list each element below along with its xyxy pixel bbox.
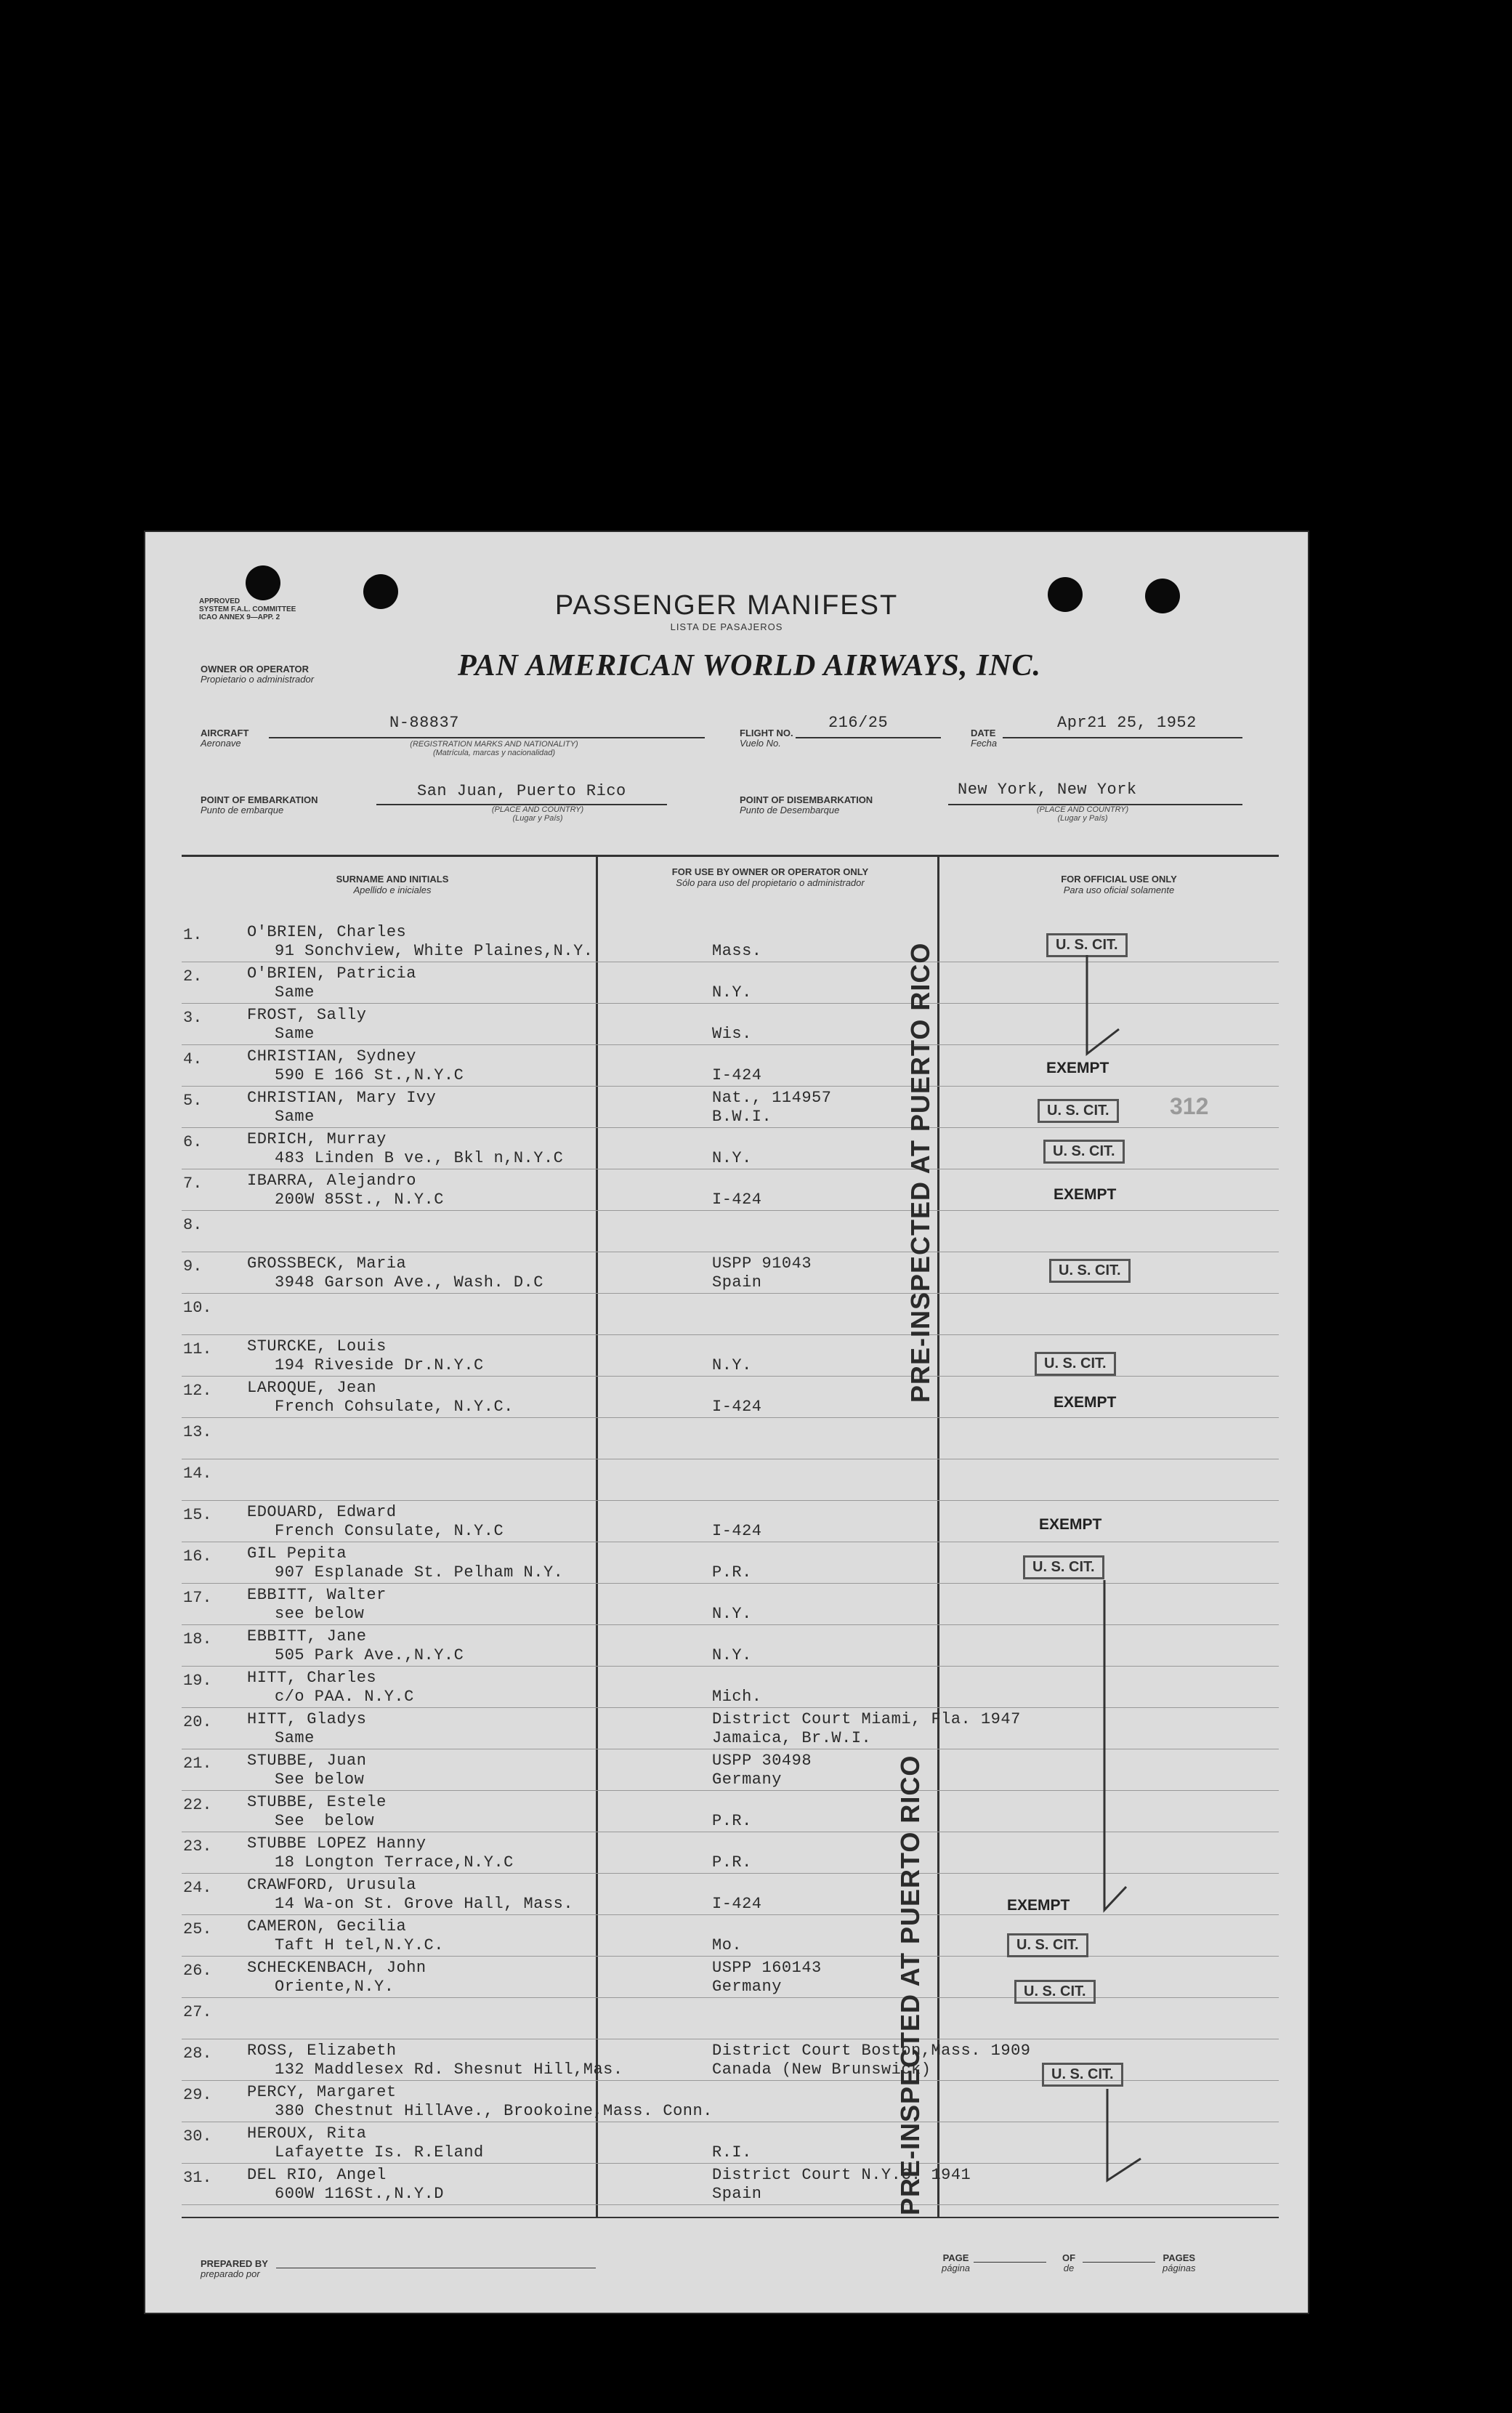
- disembark-sub-en: (PLACE AND COUNTRY): [1036, 805, 1129, 814]
- owner-info-line-2: P.R.: [712, 1563, 752, 1582]
- passenger-name: STUBBE LOPEZ Hanny: [247, 1834, 426, 1853]
- preinspected-stamp-1: PRE-INSPECTED AT PUERTO RICO: [905, 942, 935, 1403]
- table-row: [145, 1460, 1308, 1502]
- airline-name: PAN AMERICAN WORLD AIRWAYS, INC.: [458, 649, 1042, 682]
- row-number: 25.: [183, 1920, 212, 1938]
- row-number: 6.: [183, 1133, 203, 1151]
- us-cit-stamp-3: U. S. CIT.: [1043, 1140, 1125, 1164]
- column-header-owner-es: Sólo para uso del propietario o administrador: [676, 877, 865, 888]
- row-number: 19.: [183, 1672, 212, 1690]
- passenger-address: 600W 116St.,N.Y.D: [275, 2185, 444, 2203]
- table-row: [145, 1046, 1308, 1087]
- passenger-name: HEROUX, Rita: [247, 2124, 367, 2143]
- table-row: [145, 1170, 1308, 1212]
- table-row: [145, 1792, 1308, 1833]
- row-number: 7.: [183, 1175, 203, 1193]
- embark-label-en: POINT OF EMBARKATION: [201, 794, 318, 805]
- table-row: [145, 1750, 1308, 1792]
- flight-underline: [796, 737, 941, 738]
- page-underline: [974, 2262, 1046, 2263]
- owner-info-line-1: USPP 160143: [712, 1959, 822, 1977]
- ditto-mark-3: [1090, 2087, 1148, 2189]
- of-label-es: de: [1063, 2263, 1075, 2273]
- owner-info-line-2: Jamaica, Br.W.I.: [712, 1729, 872, 1747]
- owner-label-es: Propietario o administrador: [201, 674, 315, 685]
- owner-info-line-2: N.Y.: [712, 1356, 752, 1374]
- approval-line-3: ICAO ANNEX 9—APP. 2: [199, 613, 280, 621]
- flight-label: [740, 728, 793, 749]
- row-divider: [182, 1376, 1279, 1377]
- passenger-address: 132 Maddlesex Rd. Shesnut Hill,Mas.: [275, 2060, 623, 2079]
- aircraft-sub: [385, 740, 603, 757]
- row-number: 12.: [183, 1382, 212, 1400]
- passenger-address: Same: [275, 1729, 315, 1747]
- exempt-stamp-1: EXEMPT: [1046, 1060, 1109, 1076]
- row-number: 22.: [183, 1796, 212, 1814]
- owner-info-line-2: Canada (New Brunswick): [712, 2060, 931, 2079]
- table-row: [145, 1336, 1308, 1377]
- owner-info-line-2: Germany: [712, 1771, 782, 1789]
- punch-hole-1: [246, 565, 280, 600]
- row-divider: [182, 2204, 1279, 2205]
- row-divider: [182, 1127, 1279, 1128]
- row-divider: [182, 1086, 1279, 1087]
- page-label-es: página: [942, 2263, 971, 2273]
- passenger-address: 380 Chestnut HillAve., Brookoine,Mass. Conn.: [275, 2102, 713, 2120]
- passenger-name: DEL RIO, Angel: [247, 2166, 387, 2184]
- ditto-mark-1-line: [1087, 955, 1119, 1054]
- aircraft-value: N-88837: [389, 714, 459, 732]
- pages-label: [1163, 2253, 1196, 2273]
- table-row: [145, 1419, 1308, 1460]
- owner-info-line-2: Mo.: [712, 1936, 743, 1954]
- us-cit-stamp-5: U. S. CIT.: [1035, 1352, 1116, 1376]
- row-number: 15.: [183, 1506, 212, 1524]
- flight-label-es: Vuelo No.: [740, 738, 781, 749]
- owner-info-line-2: Spain: [712, 2185, 762, 2203]
- owner-info-line-2: I-424: [712, 1191, 762, 1209]
- passenger-address: See below: [275, 1771, 365, 1789]
- passenger-name: STURCKE, Louis: [247, 1337, 387, 1355]
- preinspected-stamp-2: PRE-INSPECTED AT PUERTO RICO: [895, 1755, 925, 2215]
- row-number: 16.: [183, 1547, 212, 1566]
- aircraft-label-en: AIRCRAFT: [201, 728, 249, 738]
- disembark-label-en: POINT OF DISEMBARKATION: [740, 794, 873, 805]
- embark-label-es: Punto de embarque: [201, 805, 284, 815]
- date-label-en: DATE: [971, 728, 996, 738]
- flight-label-en: FLIGHT NO.: [740, 728, 793, 738]
- table-row: [145, 1129, 1308, 1170]
- row-number: 27.: [183, 2003, 212, 2021]
- pages-label-en: PAGES: [1163, 2252, 1196, 2263]
- approval-block: [199, 597, 296, 621]
- passenger-name: EDRICH, Murray: [247, 1130, 387, 1148]
- passenger-address: 483 Linden B ve., Bkl n,N.Y.C: [275, 1149, 564, 1167]
- ditto-mark-2-line: [1104, 1580, 1126, 1910]
- of-underline: [1083, 2262, 1155, 2263]
- passenger-name: SCHECKENBACH, John: [247, 1959, 426, 1977]
- punch-hole-4: [1145, 579, 1180, 613]
- flight-value: 216/25: [828, 714, 889, 732]
- owner-info-line-1: USPP 30498: [712, 1752, 812, 1770]
- passenger-name: CAMERON, Gecilia: [247, 1917, 407, 1935]
- prepared-label-es: preparado por: [201, 2268, 260, 2279]
- embark-value: San Juan, Puerto Rico: [417, 782, 626, 800]
- passenger-name: EBBITT, Walter: [247, 1586, 387, 1604]
- ditto-mark-3-line: [1107, 2089, 1141, 2180]
- date-value: Apr21 25, 1952: [1057, 714, 1197, 732]
- passenger-address: 907 Esplanade St. Pelham N.Y.: [275, 1563, 564, 1582]
- passenger-name: STUBBE, Juan: [247, 1752, 367, 1770]
- us-cit-stamp-4: U. S. CIT.: [1049, 1259, 1131, 1283]
- owner-info-line-2: Mich.: [712, 1688, 762, 1706]
- table-row: [145, 1087, 1308, 1129]
- passenger-address: French Cohsulate, N.Y.C.: [275, 1398, 514, 1416]
- prepared-label: [201, 2259, 268, 2279]
- embark-sub-en: (PLACE AND COUNTRY): [491, 805, 584, 814]
- punch-hole-3: [1048, 577, 1083, 612]
- passenger-name: HITT, Charles: [247, 1669, 377, 1687]
- disembark-label: [740, 795, 873, 815]
- row-number: 28.: [183, 2045, 212, 2063]
- row-divider: [182, 1956, 1279, 1957]
- aircraft-label-es: Aeronave: [201, 738, 241, 749]
- row-number: 26.: [183, 1962, 212, 1980]
- pages-label-es: páginas: [1163, 2263, 1196, 2273]
- date-label: [971, 728, 997, 749]
- exempt-stamp-4: EXEMPT: [1039, 1516, 1102, 1533]
- prepared-label-en: PREPARED BY: [201, 2258, 268, 2269]
- passenger-address: Same: [275, 983, 315, 1002]
- owner-info-line-2: I-424: [712, 1895, 762, 1913]
- approval-line-2: SYSTEM F.A.L. COMMITTEE: [199, 605, 296, 613]
- row-number: 4.: [183, 1050, 203, 1068]
- row-divider: [182, 1417, 1279, 1418]
- owner-info-line-1: District Court N.Y.C. 1941: [712, 2166, 971, 2184]
- table-row: [145, 1253, 1308, 1294]
- row-number: 30.: [183, 2127, 212, 2146]
- exempt-stamp-5: EXEMPT: [1007, 1897, 1070, 1914]
- table-row: [145, 1294, 1308, 1336]
- owner-info-line-2: P.R.: [712, 1853, 752, 1872]
- passenger-name: PERCY, Margaret: [247, 2083, 397, 2101]
- aircraft-sub-es: (Matrícula, marcas y nacionalidad): [432, 749, 556, 757]
- page-subtitle: LISTA DE PASAJEROS: [670, 621, 783, 632]
- row-number: 3.: [183, 1009, 203, 1027]
- row-number: 1.: [183, 926, 203, 944]
- passenger-name: STUBBE, Estele: [247, 1793, 387, 1811]
- row-divider: [182, 1997, 1279, 1998]
- stamp-number: 312: [1170, 1093, 1209, 1119]
- column-header-owner-en: FOR USE BY OWNER OR OPERATOR ONLY: [671, 866, 869, 877]
- page-label: [942, 2253, 970, 2273]
- passenger-name: GIL Pepita: [247, 1544, 347, 1563]
- table-row: [145, 1667, 1308, 1709]
- us-cit-stamp-2: U. S. CIT.: [1038, 1099, 1119, 1123]
- passenger-name: CRAWFORD, Urusula: [247, 1876, 416, 1894]
- table-row: [145, 1709, 1308, 1750]
- row-number: 14.: [183, 1465, 212, 1483]
- row-divider: [182, 1210, 1279, 1211]
- owner-info-line-2: Mass.: [712, 942, 762, 960]
- table-row: [145, 1874, 1308, 1916]
- row-divider: [182, 1334, 1279, 1335]
- owner-info-line-2: N.Y.: [712, 1646, 752, 1664]
- table-row: [145, 963, 1308, 1004]
- owner-info-line-2: N.Y.: [712, 1149, 752, 1167]
- table-row: [145, 1626, 1308, 1667]
- passenger-address: Oriente,N.Y.: [275, 1978, 395, 1996]
- row-number: 8.: [183, 1216, 203, 1234]
- column-header-name-es: Apellido e iniciales: [353, 885, 432, 895]
- owner-label: [201, 664, 314, 685]
- table-row: [145, 1833, 1308, 1874]
- row-number: 31.: [183, 2169, 212, 2187]
- owner-info-line-2: P.R.: [712, 1812, 752, 1830]
- approval-line-1: APPROVED: [199, 597, 240, 605]
- passenger-address: 3948 Garson Ave., Wash. D.C: [275, 1273, 543, 1292]
- passenger-address: see below: [275, 1605, 365, 1623]
- passenger-name: GROSSBECK, Maria: [247, 1254, 407, 1273]
- row-number: 29.: [183, 2086, 212, 2104]
- table-top-border: [182, 855, 1279, 857]
- table-row: [145, 1212, 1308, 1253]
- passenger-name: LAROQUE, Jean: [247, 1379, 377, 1397]
- passenger-address: See below: [275, 1812, 375, 1830]
- ditto-mark-1: [1083, 954, 1126, 1063]
- row-number: 11.: [183, 1340, 212, 1358]
- exempt-stamp-3: EXEMPT: [1054, 1394, 1117, 1411]
- manifest-sheet: [145, 532, 1308, 2313]
- table-row: [145, 1004, 1308, 1046]
- passenger-address: Same: [275, 1025, 315, 1043]
- passenger-address: 14 Wa-on St. Grove Hall, Mass.: [275, 1895, 574, 1913]
- passenger-name: O'BRIEN, Charles: [247, 923, 407, 941]
- title-block: [538, 590, 915, 632]
- row-number: 5.: [183, 1092, 203, 1110]
- owner-info-line-2: I-424: [712, 1522, 762, 1540]
- row-number: 13.: [183, 1423, 212, 1441]
- row-number: 21.: [183, 1755, 212, 1773]
- row-number: 18.: [183, 1630, 212, 1648]
- passenger-name: CHRISTIAN, Sydney: [247, 1047, 416, 1065]
- table-row: [145, 1584, 1308, 1626]
- passenger-name: ROSS, Elizabeth: [247, 2042, 397, 2060]
- column-header-official-es: Para uso oficial solamente: [1063, 885, 1175, 895]
- row-number: 9.: [183, 1257, 203, 1276]
- owner-info-line-2: I-424: [712, 1398, 762, 1416]
- table-row: [145, 1377, 1308, 1419]
- column-header-official-en: FOR OFFICIAL USE ONLY: [1061, 874, 1177, 885]
- disembark-sub: [1003, 805, 1163, 823]
- owner-info-line-2: Germany: [712, 1978, 782, 1996]
- table-bottom-border: [182, 2217, 1279, 2218]
- of-label-en: OF: [1062, 2252, 1076, 2263]
- aircraft-label: [201, 728, 248, 749]
- embark-sub: [458, 805, 618, 823]
- owner-info-line-2: N.Y.: [712, 1605, 752, 1623]
- passenger-address: Same: [275, 1108, 315, 1126]
- passenger-name: EBBITT, Jane: [247, 1627, 367, 1645]
- aircraft-underline: [269, 737, 705, 738]
- column-header-name: [233, 874, 552, 895]
- owner-info-line-2: R.I.: [712, 2143, 752, 2162]
- table-row: [145, 1916, 1308, 1957]
- owner-info-line-2: B.W.I.: [712, 1108, 772, 1126]
- owner-info-line-2: N.Y.: [712, 983, 752, 1002]
- row-number: 10.: [183, 1299, 212, 1317]
- passenger-address: c/o PAA. N.Y.C: [275, 1688, 414, 1706]
- date-label-es: Fecha: [971, 738, 998, 749]
- column-header-owner: [661, 866, 879, 888]
- owner-info-line-2: Spain: [712, 1273, 762, 1292]
- row-number: 24.: [183, 1879, 212, 1897]
- passenger-name: IBARRA, Alejandro: [247, 1172, 416, 1190]
- table-row: [145, 922, 1308, 963]
- passenger-name: O'BRIEN, Patricia: [247, 964, 416, 983]
- column-header-name-en: SURNAME AND INITIALS: [336, 874, 449, 885]
- us-cit-stamp-7: U. S. CIT.: [1007, 1933, 1088, 1957]
- us-cit-stamp-8: U. S. CIT.: [1014, 1980, 1096, 2004]
- owner-info-line-2: Wis.: [712, 1025, 752, 1043]
- passenger-name: FROST, Sally: [247, 1006, 367, 1024]
- passenger-address: 505 Park Ave.,N.Y.C: [275, 1646, 464, 1664]
- table-row: [145, 1543, 1308, 1584]
- table-row: [145, 1957, 1308, 1999]
- passenger-address: 590 E 166 St.,N.Y.C: [275, 1066, 464, 1084]
- disembark-label-es: Punto de Desembarque: [740, 805, 840, 815]
- disembark-value: New York, New York: [958, 781, 1137, 799]
- passenger-address: 91 Sonchview, White Plaines,N.Y.: [275, 942, 594, 960]
- passenger-name: EDOUARD, Edward: [247, 1503, 397, 1521]
- embark-sub-es: (Lugar y País): [512, 814, 563, 823]
- table-row: [145, 1502, 1308, 1543]
- passenger-address: Lafayette Is. R.Eland: [275, 2143, 484, 2162]
- us-cit-stamp-1: U. S. CIT.: [1046, 933, 1128, 957]
- passenger-address: French Consulate, N.Y.C: [275, 1522, 504, 1540]
- us-cit-stamp-6: U. S. CIT.: [1023, 1555, 1104, 1579]
- owner-label-en: OWNER OR OPERATOR: [201, 664, 310, 674]
- owner-info-line-1: USPP 91043: [712, 1254, 812, 1273]
- table-row: [145, 2040, 1308, 2082]
- owner-info-line-1: District Court Miami, Fla. 1947: [712, 1710, 1021, 1728]
- owner-info-line-2: I-424: [712, 1066, 762, 1084]
- owner-info-line-1: District Court Boston,Mass. 1909: [712, 2042, 1031, 2060]
- aircraft-sub-en: (REGISTRATION MARKS AND NATIONALITY): [410, 740, 578, 749]
- owner-info-line-1: Nat., 114957: [712, 1089, 832, 1107]
- passenger-address: Taft H tel,N.Y.C.: [275, 1936, 444, 1954]
- page-label-en: PAGE: [942, 2252, 969, 2263]
- column-header-official: [995, 874, 1242, 895]
- passenger-name: HITT, Gladys: [247, 1710, 367, 1728]
- us-cit-stamp-9: U. S. CIT.: [1042, 2063, 1123, 2087]
- row-number: 2.: [183, 967, 203, 986]
- date-underline: [1003, 737, 1242, 738]
- embark-label: [201, 795, 318, 815]
- passenger-address: 194 Riveside Dr.N.Y.C: [275, 1356, 484, 1374]
- passenger-address: 200W 85St., N.Y.C: [275, 1191, 444, 1209]
- disembark-sub-es: (Lugar y País): [1057, 814, 1108, 823]
- of-label: [1062, 2253, 1075, 2273]
- passenger-address: 18 Longton Terrace,N.Y.C: [275, 1853, 514, 1872]
- row-divider: [182, 1500, 1279, 1501]
- row-number: 17.: [183, 1589, 212, 1607]
- exempt-stamp-2: EXEMPT: [1054, 1186, 1117, 1203]
- punch-hole-2: [363, 574, 398, 609]
- ditto-mark-2: [1090, 1579, 1133, 1920]
- page-title: PASSENGER MANIFEST: [554, 590, 899, 621]
- row-number: 23.: [183, 1837, 212, 1856]
- passenger-name: CHRISTIAN, Mary Ivy: [247, 1089, 437, 1107]
- row-number: 20.: [183, 1713, 212, 1731]
- row-divider: [182, 1293, 1279, 1294]
- table-row: [145, 1999, 1308, 2040]
